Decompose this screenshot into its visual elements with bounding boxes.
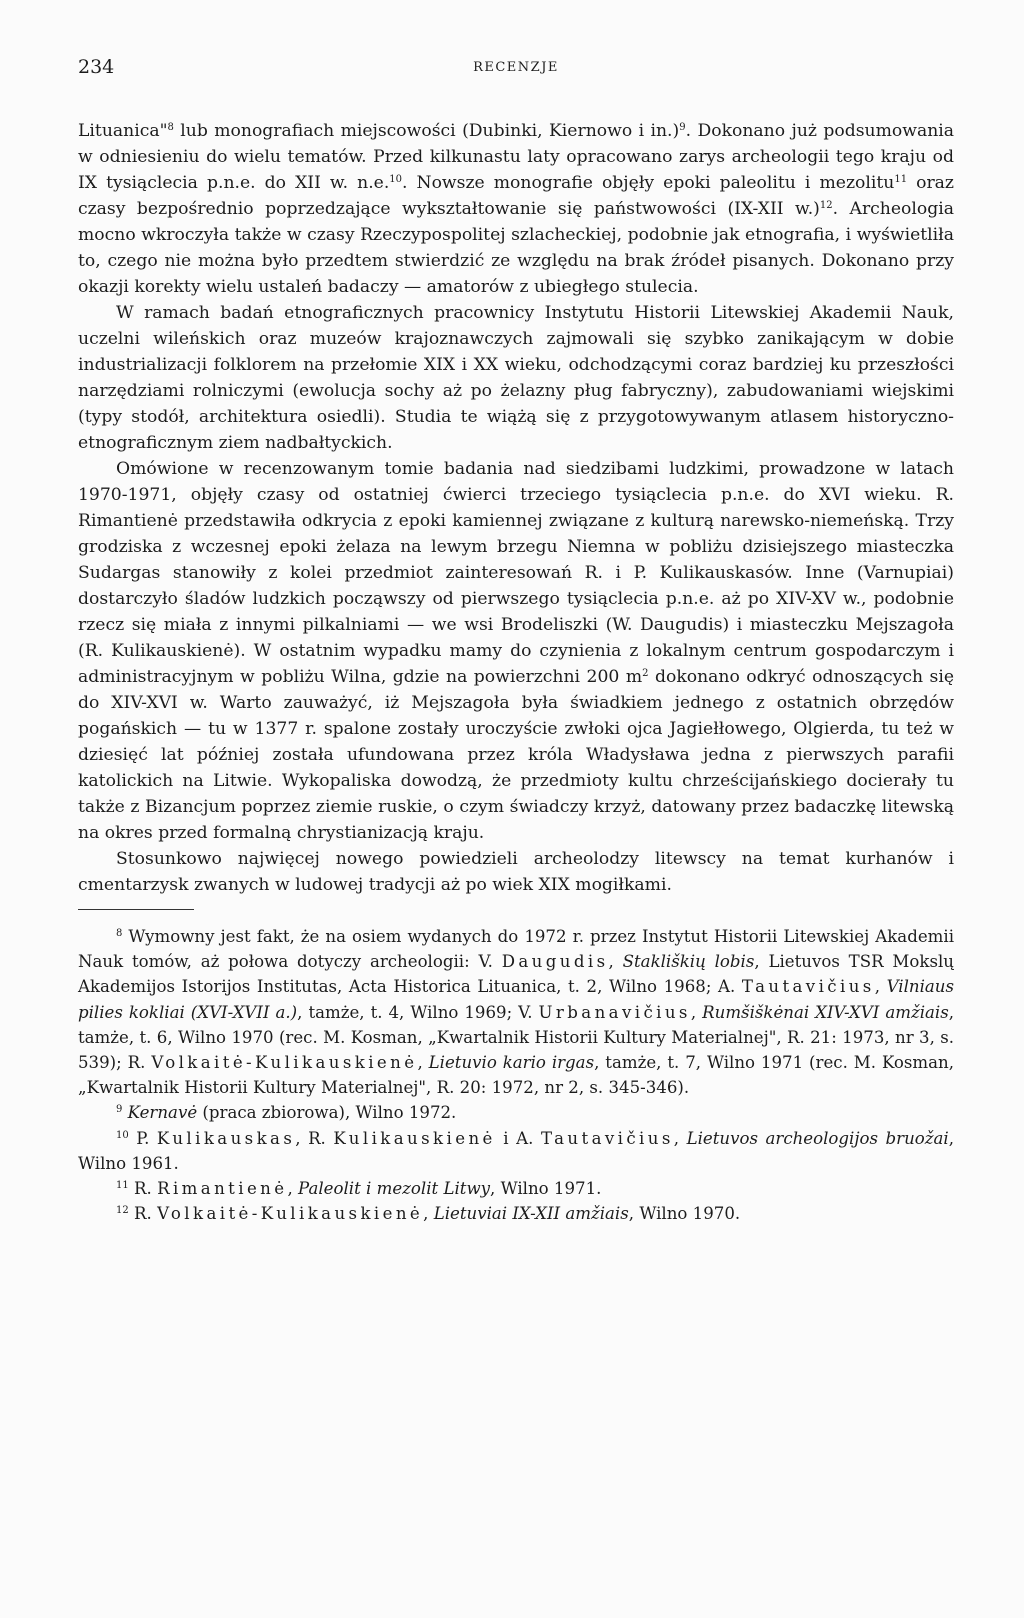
text-span: dokonano odkryć odnoszących się do XIV-XVI w. Warto zauważyć, iż Mejszagoła była świadkiem jednego z ostatnich obrzędów pogańskich — tu w 1377 r. spalone zostały uroczyście zwłoki ojca Jagiełłowego, Olgierda, tu też w dziesięć lat później została ufundowana przez króla Władysława jedna z pierwszych parafii katolickich na Litwie. Wykopaliska dowodzą, że przedmioty kultu chrześcijańskiego docierały tu także z Bizancjum poprzez ziemie ruskie, o czym świadczy krzyż, datowany przez badaczkę litewską na okres przed formalną chrystianizacją kraju. (78, 667, 954, 843)
text-span: Omówione w recenzowanym tomie badania nad siedzibami ludzkimi, prowadzone w latach 1970-1971, objęły czasy od ostatniej ćwierci trzeciego tysiąclecia p.n.e. do XVI wieku. R. Rimantienė przedstawiła odkrycia z epoki kamiennej związane z kulturą narewsko-niemeńską. Trzy grodziska z wczesnej epoki żelaza na lewym brzegu Niemna w pobliżu dzisiejszego miasteczka Sudargas stanowiły z kolei przedmiot zainteresowań R. i P. Kulikauskasów. Inne (Varnupiai) dostarczyło śladów ludzkich począwszy od pierwszego tysiąclecia p.n.e. aż po XIV-XV w., podobnie rzecz się miała z innymi pilkalniami — we wsi Brodeliszki (W. Daugudis) i miasteczku Mejszagoła (R. Kulikauskienė). W ostatnim wypadku mamy do czynienia z lokalnym centrum gospodarczym i administracyjnym w pobliżu Wilna, gdzie na powierzchni 200 m (78, 459, 954, 687)
author-name: Tautavičius (741, 977, 875, 997)
work-title: Lietuvio kario irgas (428, 1053, 595, 1073)
text-span: , Wilno 1970. (628, 1204, 741, 1224)
text-span: , tamże, t. 6, Wilno 1970 (rec. M. Kosman, „Kwartalnik Historii Kultury Materialnej", R. 21: 1973, nr 3, s. 539); R. (78, 1002, 955, 1073)
text-span: . Archeologia mocno wkroczyła także w czasy Rzeczypospolitej szlacheckiej, podobnie jak etnografia, i wyświetliła to, czego nie można było przedtem stwierdzić ze względu na brak źródeł pisanych. Dokonano przy okazji korekty wielu ustaleń badaczy — amatorów z ubiegłego stulecia. (78, 199, 954, 297)
footnote-number: 8 (116, 928, 123, 939)
author-name: Kulikauskas (156, 1128, 296, 1148)
author-name: Volkaitė-Kulikauskienė (151, 1053, 418, 1073)
text-span: , Wilno 1971. (490, 1179, 602, 1199)
footnote-number: 9 (116, 1104, 123, 1116)
footnote-ref-11: 11 (894, 174, 908, 185)
footnotes (78, 924, 954, 1226)
text-span: , Wilno 1961. (78, 1128, 954, 1173)
superscript-2: 2 (642, 668, 649, 679)
footnote-number: 12 (116, 1205, 129, 1217)
footnote-12: $^{12}$ R. Volkaitė-Kulikauskienė, Lietuviai IX-XII amžiais, Wilno 1970. (116, 1204, 741, 1224)
work-title: Lietuviai IX-XII amžiais (433, 1204, 629, 1224)
paragraph-1 (78, 118, 954, 300)
footnote-10: $^{10}$ P. Kulikauskas, R. Kulikauskienė i A. Tautavičius, Lietuvos archeologijos bruožai, Wilno 1961. (78, 1128, 954, 1173)
author-name: Volkaitė-Kulikauskienė (157, 1204, 424, 1224)
text-span: , tamże, t. 4, Wilno 1969; V. (297, 1002, 539, 1022)
footnote-9 (78, 1100, 954, 1125)
footnote-ref-9: 9 (679, 122, 686, 133)
running-head: RECENZJE (473, 60, 559, 75)
paragraph-4: Stosunkowo najwięcej nowego powiedzieli archeolodzy litewscy na temat kurhanów i cmentarzysk zwanych w ludowej tradycji aż po wiek XIX mogiłkami. (78, 849, 954, 895)
text-span: , tamże, t. 7, Wilno 1971 (rec. M. Kosman, „Kwartalnik Historii Kultury Materialnej", R. 20: 1972, nr 2, s. 345-346). (78, 1053, 954, 1098)
footnote-ref-8: 8 (167, 122, 174, 133)
footnote-number: 10 (116, 1129, 129, 1141)
footnote-11: $^{11}$ R. Rimantienė, Paleolit i mezolit Litwy, Wilno 1971. (116, 1179, 602, 1199)
text-span: lub monografiach miejscowości (Dubinki, Kiernowo i in.) (173, 121, 680, 141)
text-span: , Lietuvos TSR Mokslų Akademijos Istorijos Institutas, Acta Historica Lituanica, t. 2, Wilno 1968; A. (78, 952, 954, 997)
text-span: Lituanica" (78, 121, 168, 141)
work-title: Kernavė (127, 1103, 198, 1123)
text-span: oraz czasy bezpośrednio poprzedzające wykształtowanie się państwowości (IX-XII w.) (78, 173, 954, 219)
footnote-ref-12: 12 (819, 200, 833, 211)
text-span: . Nowsze monografie objęły epoki paleolitu i mezolitu (402, 173, 895, 193)
text-span: (praca zbiorowa), Wilno 1972. (197, 1103, 457, 1123)
page-number: 234 (78, 56, 115, 78)
page-header (78, 56, 954, 86)
work-title: Stakliškių lobis (622, 952, 755, 972)
work-title: Paleolit i mezolit Litwy (298, 1179, 491, 1199)
work-title: Lietuvos archeologijos bruožai (686, 1128, 949, 1148)
author-name: Urbanavičius (538, 1002, 691, 1022)
text-span: Wymowny jest fakt, że na osiem wydanych do 1972 r. przez Instytut Historii Litewskiej Akademii Nauk tomów, aż połowa dotyczy archeologii: V. (78, 927, 954, 972)
author-name: Rimantienė (157, 1179, 288, 1199)
author-name: Kulikauskienė (333, 1128, 496, 1148)
footnote-divider (78, 909, 194, 910)
footnote-8: $^8$ Wymowny jest fakt, że na osiem wydanych do 1972 r. przez Instytut Historii Litewskiej Akademii Nauk tomów, aż połowa dotyczy archeologii: V. Daugudis, Stakliškių lobis, Lietuvos TSR Mokslų Akademijos Istorijos Institutas, Acta Historica Lituanica, t. 2, Wilno 1968; A. Tautavičius, Vilniaus pilies kokliai (XVI-XVII a.), tamże, t. 4, Wilno 1969; V. Urbanavičius, Rumšiškėnai XIV-XVI amžiais, tamże, t. 6, Wilno 1970 (rec. M. Kosman, „Kwartalnik Historii Kultury Materialnej", R. 21: 1973, nr 3, s. 539); R. Volkaitė-Kulikauskienė, Lietuvio kario irgas, tamże, t. 7, Wilno 1971 (rec. M. Kosman, „Kwartalnik Historii Kultury Materialnej", R. 20: 1972, nr 2, s. 345-346). (78, 927, 955, 1098)
text-span: . Dokonano już podsumowania w odniesieniu do wielu tematów. Przed kilkunastu laty opracowano zarys archeologii tego kraju od IX tysiąclecia p.n.e. do XII w. n.e. (78, 121, 955, 193)
article-body (78, 118, 954, 1226)
footnote-ref-10: 10 (389, 174, 403, 185)
paragraph-2: W ramach badań etnograficznych pracownicy Instytutu Historii Litewskiej Akademii Nauk, uczelni wileńskich oraz muzeów krajoznawczych zajmowali się szybko zanikającym w dobie industrializacji folklorem na przełomie XIX i XX wieku, odchodzącymi coraz bardziej ku przeszłości narzędziami rolniczymi (ewolucja sochy aż po żelazny pług fabryczny), zabudowaniami wiejskimi (typy stodół, architektura osiedli). Studia te wiążą się z przygotowywanym atlasem historyczno-etnograficznym ziem nadbałtyckich. (78, 303, 954, 453)
footnote-number: 11 (116, 1180, 129, 1192)
work-title: Rumšiškėnai XIV-XVI amžiais (702, 1002, 949, 1022)
author-name: Daugudis (501, 952, 609, 972)
work-title: Vilniaus pilies kokliai (XVI-XVII a.) (78, 977, 954, 1022)
author-name: Tautavičius (540, 1128, 674, 1148)
paragraph-3 (78, 456, 954, 846)
